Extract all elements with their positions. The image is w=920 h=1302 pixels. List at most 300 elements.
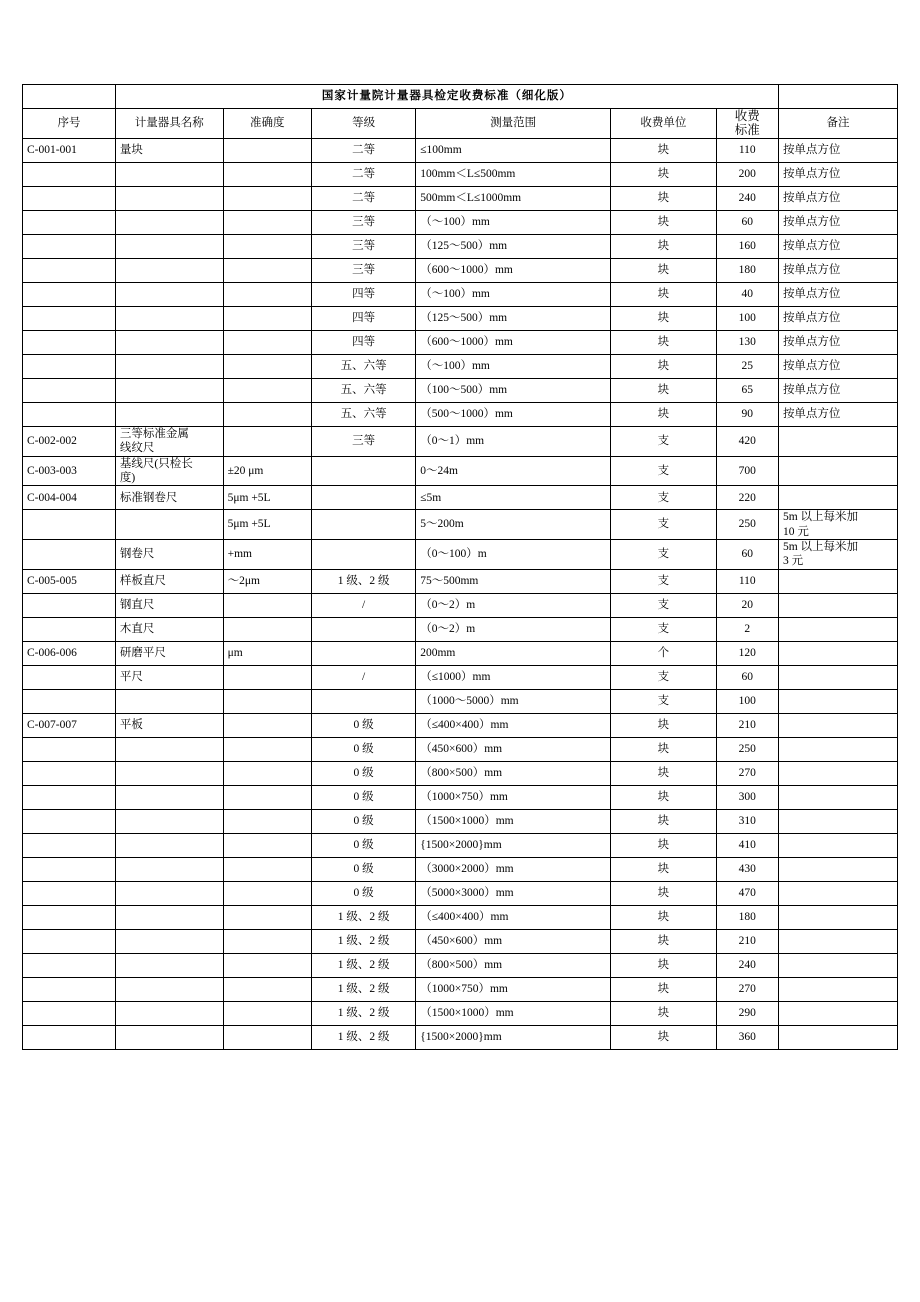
cell-range: 100mm＜L≤500mm — [416, 162, 611, 186]
table-row — [23, 540, 898, 570]
cell-unit: 块 — [611, 905, 716, 929]
cell-range: （450×600）mm — [416, 929, 611, 953]
cell-range: {1500×2000}mm — [416, 1025, 611, 1049]
cell-range: 500mm＜L≤1000mm — [416, 186, 611, 210]
cell-name — [115, 785, 223, 809]
table-row — [23, 713, 898, 737]
cell-name — [115, 689, 223, 713]
table-row — [23, 881, 898, 905]
cell-note — [778, 569, 897, 593]
cell-range: 200mm — [416, 641, 611, 665]
cell-accuracy — [223, 977, 311, 1001]
cell-grade: 二等 — [311, 162, 415, 186]
cell-range: （500～1000）mm — [416, 402, 611, 426]
cell-name — [115, 282, 223, 306]
cell-unit: 块 — [611, 1025, 716, 1049]
cell-note — [778, 1001, 897, 1025]
cell-note — [778, 833, 897, 857]
cell-fee: 430 — [716, 857, 778, 881]
cell-no — [23, 306, 116, 330]
cell-unit: 个 — [611, 641, 716, 665]
cell-grade: 三等 — [311, 210, 415, 234]
cell-unit: 块 — [611, 402, 716, 426]
cell-note — [778, 713, 897, 737]
cell-accuracy — [223, 1001, 311, 1025]
cell-no — [23, 785, 116, 809]
cell-range: （0～100）m — [416, 540, 611, 570]
cell-grade: 1 级、2 级 — [311, 1001, 415, 1025]
table-row — [23, 456, 898, 486]
table-row — [23, 809, 898, 833]
cell-accuracy: 5μm +5L — [223, 510, 311, 540]
cell-unit: 支 — [611, 510, 716, 540]
cell-name: 三等标准金属 线纹尺 — [115, 426, 223, 456]
table-row — [23, 833, 898, 857]
cell-fee: 110 — [716, 138, 778, 162]
cell-accuracy — [223, 330, 311, 354]
cell-name — [115, 510, 223, 540]
table-row — [23, 1001, 898, 1025]
cell-name — [115, 857, 223, 881]
cell-accuracy: 5μm +5L — [223, 486, 311, 510]
cell-fee: 470 — [716, 881, 778, 905]
cell-fee: 100 — [716, 689, 778, 713]
cell-note: 5m 以上每米加 10 元 — [778, 510, 897, 540]
cell-note: 按单点方位 — [778, 186, 897, 210]
cell-range: （～100）mm — [416, 354, 611, 378]
cell-unit: 块 — [611, 785, 716, 809]
cell-unit: 块 — [611, 737, 716, 761]
cell-range: （～100）mm — [416, 282, 611, 306]
cell-accuracy — [223, 737, 311, 761]
cell-fee: 200 — [716, 162, 778, 186]
cell-name — [115, 809, 223, 833]
cell-range: （0～2）m — [416, 617, 611, 641]
cell-no: C-006-006 — [23, 641, 116, 665]
cell-range: {1500×2000}mm — [416, 833, 611, 857]
cell-name — [115, 1001, 223, 1025]
cell-unit: 支 — [611, 689, 716, 713]
cell-accuracy — [223, 1025, 311, 1049]
title-row — [23, 85, 898, 109]
table-row — [23, 138, 898, 162]
cell-name — [115, 737, 223, 761]
cell-no — [23, 540, 116, 570]
cell-accuracy — [223, 665, 311, 689]
cell-range: （≤1000）mm — [416, 665, 611, 689]
cell-note — [778, 857, 897, 881]
table-row — [23, 665, 898, 689]
cell-unit: 块 — [611, 761, 716, 785]
cell-note — [778, 761, 897, 785]
cell-unit: 块 — [611, 977, 716, 1001]
table-row — [23, 306, 898, 330]
cell-range: （1000×750）mm — [416, 977, 611, 1001]
cell-unit: 支 — [611, 456, 716, 486]
cell-grade: 五、六等 — [311, 378, 415, 402]
table-row — [23, 486, 898, 510]
table-row — [23, 162, 898, 186]
cell-unit: 支 — [611, 540, 716, 570]
cell-accuracy — [223, 617, 311, 641]
cell-grade: 五、六等 — [311, 354, 415, 378]
table-row — [23, 258, 898, 282]
cell-accuracy — [223, 354, 311, 378]
cell-note — [778, 977, 897, 1001]
cell-grade: 四等 — [311, 282, 415, 306]
cell-name: 木直尺 — [115, 617, 223, 641]
cell-no — [23, 162, 116, 186]
cell-range: 0～24m — [416, 456, 611, 486]
cell-range: （1000×750）mm — [416, 785, 611, 809]
cell-fee: 65 — [716, 378, 778, 402]
cell-no — [23, 593, 116, 617]
cell-fee: 300 — [716, 785, 778, 809]
table-row — [23, 354, 898, 378]
cell-no — [23, 378, 116, 402]
cell-grade: 0 级 — [311, 809, 415, 833]
cell-note — [778, 737, 897, 761]
table-row — [23, 737, 898, 761]
table-row — [23, 426, 898, 456]
cell-accuracy — [223, 953, 311, 977]
cell-unit: 块 — [611, 929, 716, 953]
cell-note: 按单点方位 — [778, 138, 897, 162]
cell-no: C-003-003 — [23, 456, 116, 486]
table-row — [23, 282, 898, 306]
cell-unit: 块 — [611, 857, 716, 881]
table-row — [23, 378, 898, 402]
table-header-row — [23, 109, 898, 139]
cell-no — [23, 833, 116, 857]
cell-accuracy — [223, 426, 311, 456]
cell-note: 按单点方位 — [778, 234, 897, 258]
cell-accuracy: +mm — [223, 540, 311, 570]
cell-name — [115, 977, 223, 1001]
cell-accuracy — [223, 234, 311, 258]
table-row — [23, 510, 898, 540]
cell-fee: 25 — [716, 354, 778, 378]
cell-note: 按单点方位 — [778, 258, 897, 282]
cell-no — [23, 402, 116, 426]
table-row — [23, 617, 898, 641]
cell-name — [115, 378, 223, 402]
cell-range: （600～1000）mm — [416, 330, 611, 354]
cell-no — [23, 905, 116, 929]
cell-unit: 块 — [611, 186, 716, 210]
cell-unit: 支 — [611, 617, 716, 641]
cell-accuracy — [223, 689, 311, 713]
fee-standard-table — [22, 84, 898, 1050]
cell-range: （600～1000）mm — [416, 258, 611, 282]
header-fee: 收费 标准 — [716, 109, 778, 139]
cell-accuracy — [223, 785, 311, 809]
table-row — [23, 402, 898, 426]
cell-unit: 块 — [611, 234, 716, 258]
cell-no — [23, 977, 116, 1001]
cell-fee: 240 — [716, 953, 778, 977]
cell-range: （100～500）mm — [416, 378, 611, 402]
cell-fee: 2 — [716, 617, 778, 641]
cell-note — [778, 689, 897, 713]
cell-name — [115, 402, 223, 426]
cell-fee: 180 — [716, 905, 778, 929]
cell-name — [115, 929, 223, 953]
cell-name — [115, 881, 223, 905]
cell-note — [778, 809, 897, 833]
cell-name: 钢直尺 — [115, 593, 223, 617]
table-row — [23, 569, 898, 593]
table-row — [23, 593, 898, 617]
cell-no — [23, 282, 116, 306]
cell-fee: 120 — [716, 641, 778, 665]
cell-accuracy — [223, 162, 311, 186]
cell-range: （1500×1000）mm — [416, 809, 611, 833]
cell-note — [778, 617, 897, 641]
cell-grade: 0 级 — [311, 761, 415, 785]
cell-range: ≤5m — [416, 486, 611, 510]
cell-name — [115, 186, 223, 210]
cell-grade: 三等 — [311, 258, 415, 282]
cell-no — [23, 857, 116, 881]
cell-name — [115, 258, 223, 282]
cell-note: 按单点方位 — [778, 162, 897, 186]
header-name: 计量器具名称 — [115, 109, 223, 139]
cell-accuracy — [223, 761, 311, 785]
cell-grade — [311, 641, 415, 665]
cell-grade: 三等 — [311, 426, 415, 456]
cell-grade: 0 级 — [311, 881, 415, 905]
cell-range: ≤100mm — [416, 138, 611, 162]
cell-no — [23, 881, 116, 905]
header-accuracy: 准确度 — [223, 109, 311, 139]
cell-no — [23, 689, 116, 713]
table-row — [23, 905, 898, 929]
document-title: 国家计量院计量器具检定收费标准（细化版） — [115, 85, 778, 109]
cell-note — [778, 641, 897, 665]
cell-name: 钢卷尺 — [115, 540, 223, 570]
cell-no: C-002-002 — [23, 426, 116, 456]
table-row — [23, 953, 898, 977]
cell-grade: 五、六等 — [311, 402, 415, 426]
table-row — [23, 210, 898, 234]
cell-grade: 1 级、2 级 — [311, 569, 415, 593]
cell-accuracy — [223, 833, 311, 857]
cell-fee: 210 — [716, 929, 778, 953]
cell-no — [23, 210, 116, 234]
cell-range: 75～500mm — [416, 569, 611, 593]
cell-accuracy — [223, 306, 311, 330]
cell-grade: 1 级、2 级 — [311, 929, 415, 953]
cell-note — [778, 785, 897, 809]
cell-name — [115, 761, 223, 785]
cell-range: （≤400×400）mm — [416, 713, 611, 737]
cell-fee: 700 — [716, 456, 778, 486]
cell-accuracy — [223, 258, 311, 282]
cell-unit: 块 — [611, 306, 716, 330]
cell-unit: 块 — [611, 138, 716, 162]
cell-range: （1000～5000）mm — [416, 689, 611, 713]
cell-grade: 1 级、2 级 — [311, 1025, 415, 1049]
cell-unit: 支 — [611, 665, 716, 689]
cell-grade — [311, 510, 415, 540]
cell-accuracy — [223, 905, 311, 929]
cell-no — [23, 929, 116, 953]
header-range: 测量范围 — [416, 109, 611, 139]
cell-name — [115, 210, 223, 234]
cell-no — [23, 510, 116, 540]
cell-unit: 块 — [611, 713, 716, 737]
table-row — [23, 186, 898, 210]
cell-accuracy — [223, 378, 311, 402]
cell-no: C-005-005 — [23, 569, 116, 593]
table-row — [23, 641, 898, 665]
cell-fee: 60 — [716, 540, 778, 570]
cell-fee: 130 — [716, 330, 778, 354]
cell-fee: 420 — [716, 426, 778, 456]
cell-unit: 支 — [611, 426, 716, 456]
cell-range: （5000×3000）mm — [416, 881, 611, 905]
cell-grade — [311, 540, 415, 570]
cell-note — [778, 426, 897, 456]
cell-unit: 支 — [611, 486, 716, 510]
cell-grade: 0 级 — [311, 737, 415, 761]
cell-unit: 块 — [611, 258, 716, 282]
cell-note — [778, 486, 897, 510]
cell-grade: 0 级 — [311, 833, 415, 857]
cell-unit: 块 — [611, 809, 716, 833]
cell-fee: 180 — [716, 258, 778, 282]
cell-unit: 块 — [611, 210, 716, 234]
cell-note — [778, 593, 897, 617]
cell-no — [23, 761, 116, 785]
cell-range: （125～500）mm — [416, 306, 611, 330]
cell-note — [778, 953, 897, 977]
header-no: 序号 — [23, 109, 116, 139]
cell-fee: 250 — [716, 510, 778, 540]
cell-unit: 块 — [611, 833, 716, 857]
cell-grade — [311, 486, 415, 510]
cell-range: （800×500）mm — [416, 761, 611, 785]
cell-name — [115, 162, 223, 186]
cell-no — [23, 1001, 116, 1025]
cell-unit: 块 — [611, 282, 716, 306]
table-body — [23, 85, 898, 1050]
cell-note — [778, 881, 897, 905]
cell-note — [778, 1025, 897, 1049]
cell-accuracy — [223, 809, 311, 833]
cell-note: 按单点方位 — [778, 210, 897, 234]
cell-range: （450×600）mm — [416, 737, 611, 761]
cell-fee: 160 — [716, 234, 778, 258]
cell-accuracy — [223, 210, 311, 234]
cell-note: 按单点方位 — [778, 378, 897, 402]
cell-fee: 90 — [716, 402, 778, 426]
cell-fee: 270 — [716, 761, 778, 785]
cell-grade — [311, 617, 415, 641]
cell-no — [23, 953, 116, 977]
cell-fee: 60 — [716, 665, 778, 689]
cell-range: 5～200m — [416, 510, 611, 540]
cell-range: （0～2）m — [416, 593, 611, 617]
cell-name — [115, 1025, 223, 1049]
cell-grade: 1 级、2 级 — [311, 977, 415, 1001]
cell-no — [23, 617, 116, 641]
cell-fee: 310 — [716, 809, 778, 833]
cell-unit: 块 — [611, 162, 716, 186]
cell-name: 量块 — [115, 138, 223, 162]
cell-range: （125～500）mm — [416, 234, 611, 258]
cell-name: 基线尺(只检长 度) — [115, 456, 223, 486]
cell-name — [115, 306, 223, 330]
cell-note: 按单点方位 — [778, 330, 897, 354]
cell-name — [115, 354, 223, 378]
cell-name: 样板直尺 — [115, 569, 223, 593]
cell-accuracy — [223, 713, 311, 737]
cell-accuracy — [223, 929, 311, 953]
header-note: 备注 — [778, 109, 897, 139]
cell-fee: 60 — [716, 210, 778, 234]
cell-no — [23, 665, 116, 689]
cell-grade — [311, 689, 415, 713]
cell-fee: 110 — [716, 569, 778, 593]
cell-unit: 块 — [611, 1001, 716, 1025]
cell-accuracy — [223, 138, 311, 162]
cell-fee: 250 — [716, 737, 778, 761]
table-row — [23, 330, 898, 354]
cell-grade: 二等 — [311, 138, 415, 162]
cell-unit: 块 — [611, 378, 716, 402]
table-row — [23, 977, 898, 1001]
cell-fee: 410 — [716, 833, 778, 857]
cell-grade: 二等 — [311, 186, 415, 210]
header-grade: 等级 — [311, 109, 415, 139]
cell-name — [115, 833, 223, 857]
cell-no — [23, 330, 116, 354]
cell-accuracy — [223, 881, 311, 905]
cell-no — [23, 354, 116, 378]
cell-grade: 1 级、2 级 — [311, 905, 415, 929]
cell-name: 平板 — [115, 713, 223, 737]
cell-accuracy — [223, 282, 311, 306]
cell-note: 按单点方位 — [778, 402, 897, 426]
cell-name: 标准钢卷尺 — [115, 486, 223, 510]
cell-fee: 40 — [716, 282, 778, 306]
cell-fee: 360 — [716, 1025, 778, 1049]
cell-grade: 0 级 — [311, 713, 415, 737]
table-row — [23, 929, 898, 953]
cell-no — [23, 737, 116, 761]
cell-unit: 块 — [611, 881, 716, 905]
header-unit: 收费单位 — [611, 109, 716, 139]
cell-unit: 块 — [611, 953, 716, 977]
cell-unit: 块 — [611, 330, 716, 354]
table-row — [23, 857, 898, 881]
cell-range: （0～1）mm — [416, 426, 611, 456]
cell-name: 平尺 — [115, 665, 223, 689]
cell-grade — [311, 456, 415, 486]
cell-accuracy — [223, 186, 311, 210]
cell-accuracy — [223, 593, 311, 617]
cell-grade: 1 级、2 级 — [311, 953, 415, 977]
cell-fee: 220 — [716, 486, 778, 510]
cell-no — [23, 258, 116, 282]
table-row — [23, 689, 898, 713]
cell-range: （3000×2000）mm — [416, 857, 611, 881]
cell-fee: 240 — [716, 186, 778, 210]
table-row — [23, 761, 898, 785]
cell-no: C-001-001 — [23, 138, 116, 162]
